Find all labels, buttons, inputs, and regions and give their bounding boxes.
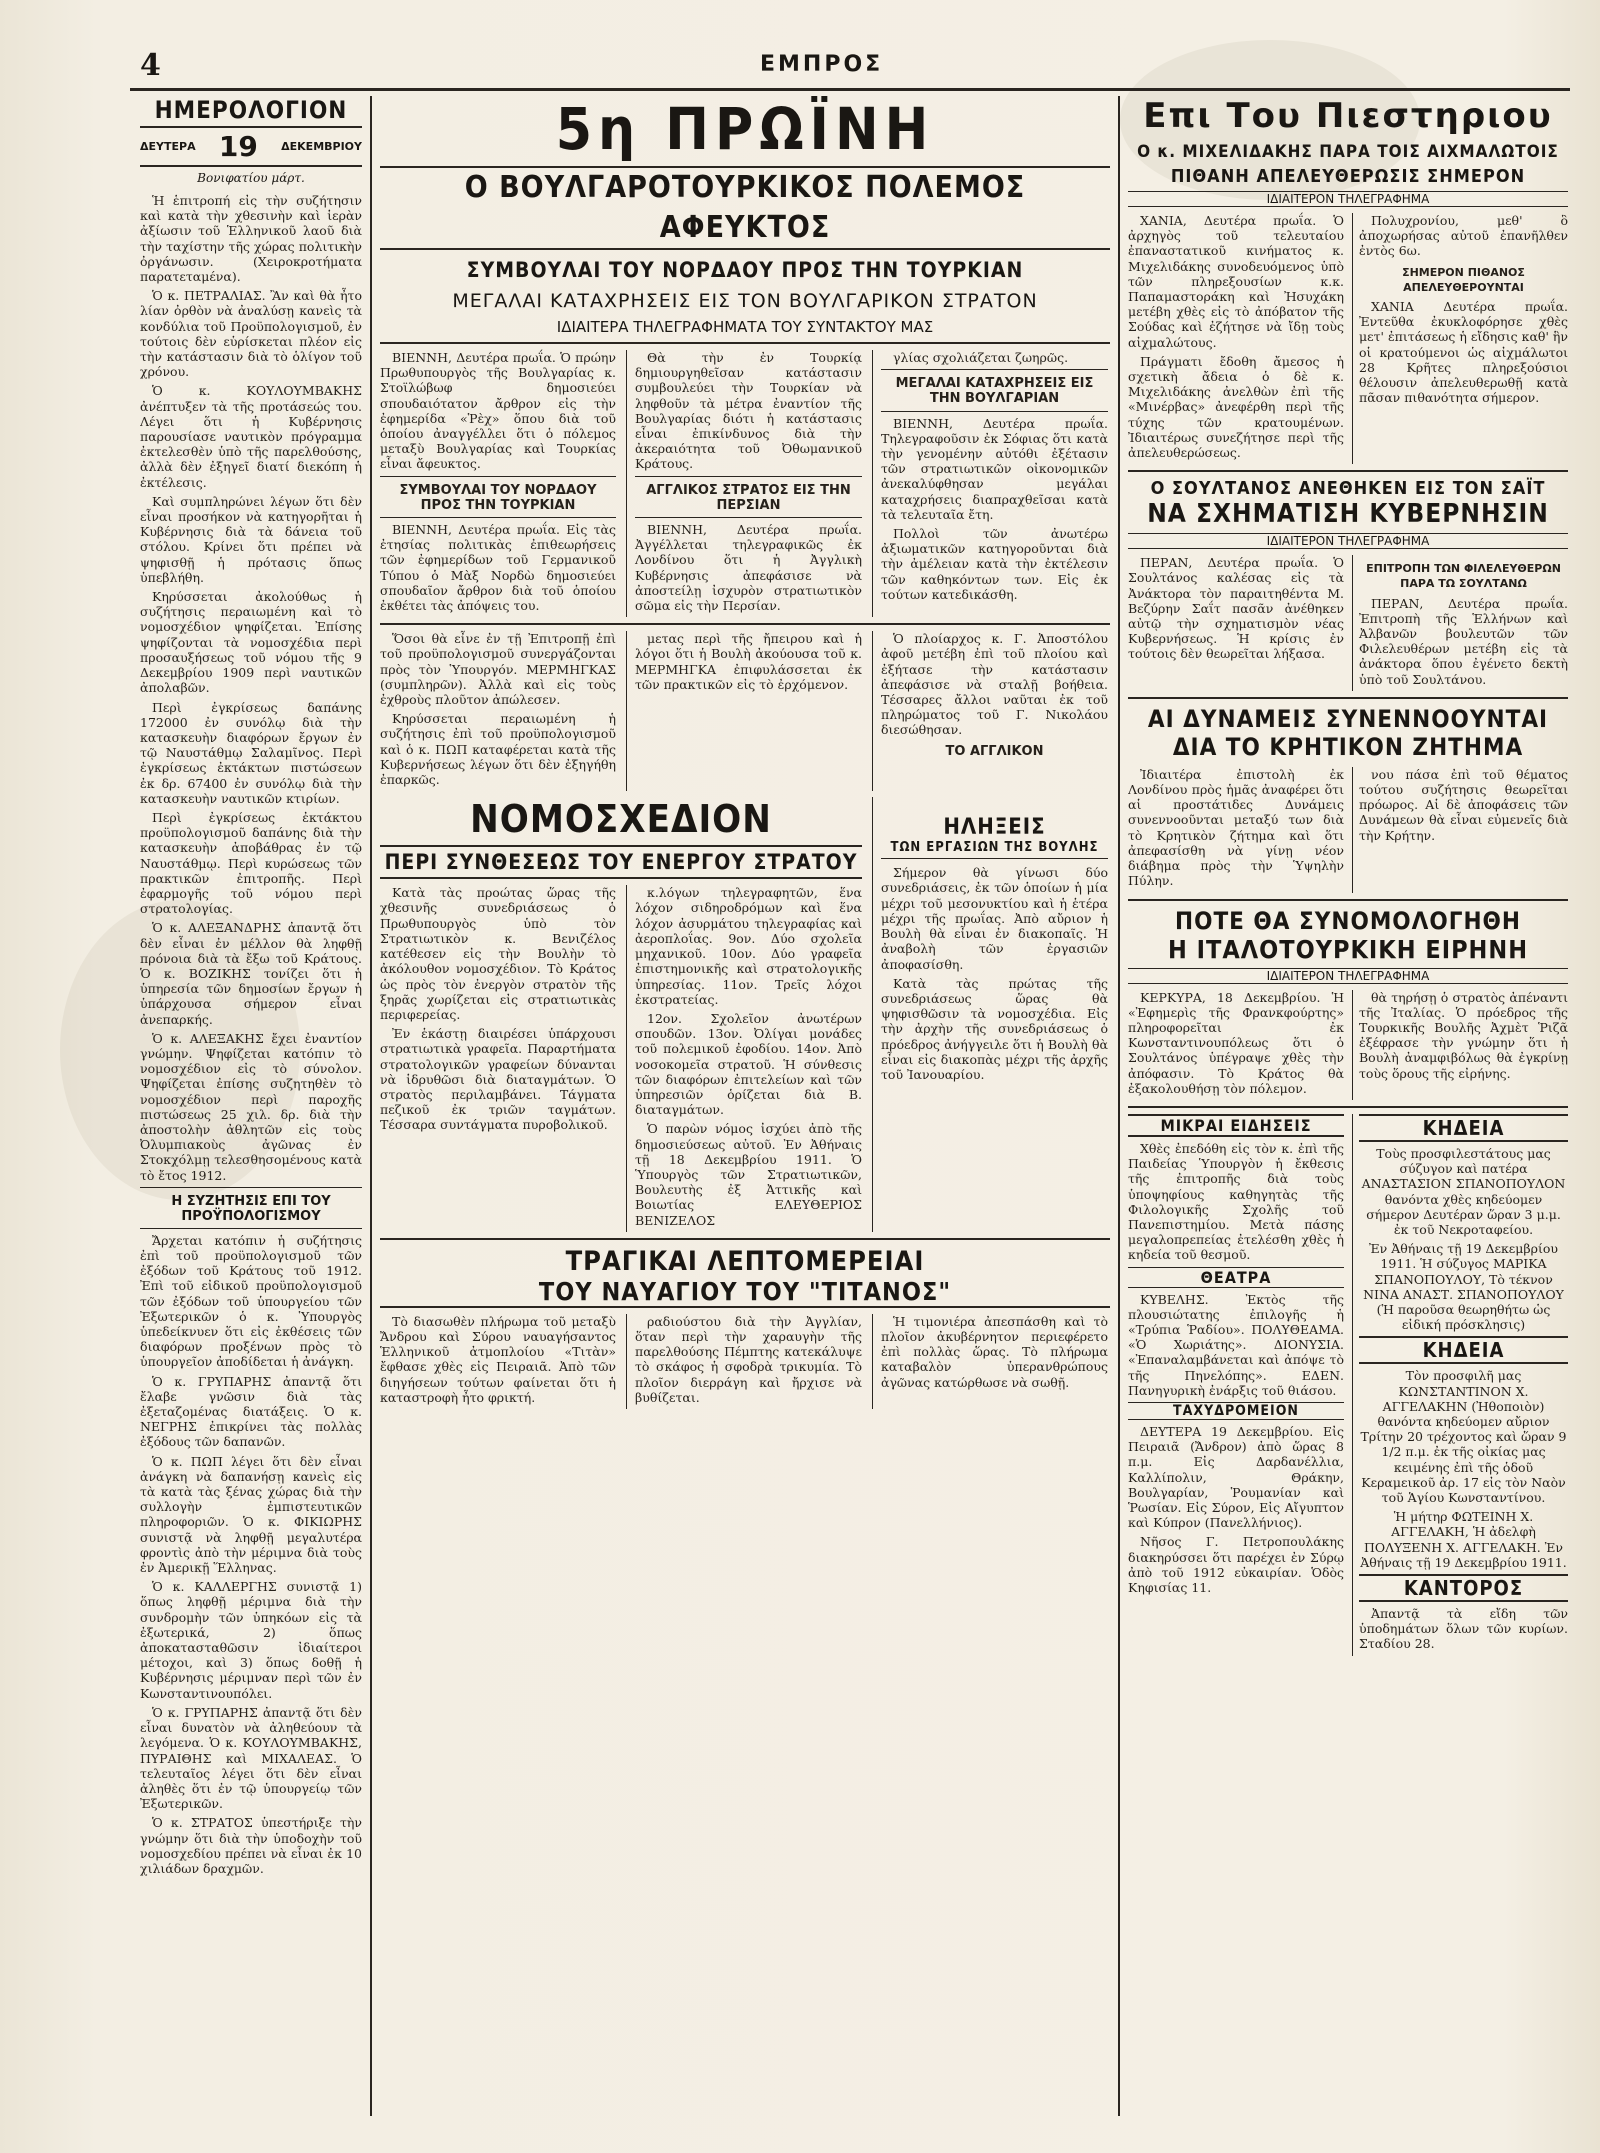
bill-paragraph: Ἐν ἑκάστῃ διαιρέσει ὑπάρχουσι στρατιωτικὰ γραφεῖα. Παραρτήματα στρατολογικῶν γραφείων δύνανται νὰ ἱδρυθῶσι διὰ διαταγμάτων. Ὁ στρατὸς περιλαμβάνει. Τάγματα πεζικοῦ ἐκ τριῶν ταγμάτων. Τέσσαρα συντάγματα πυροβολικοῦ. [380, 1026, 616, 1133]
deck-1: ΣΥΜΒΟΥΛΑΙ ΤΟΥ ΝΟΡΔΑΟΥ ΠΡΟΣ ΤΗΝ ΤΟΥΡΚΙΑΝ [466, 258, 1024, 282]
funeral-headline: ΚΗΔΕΙΑ [1359, 1114, 1568, 1142]
theatres-headline: ΘΕΑΤΡΑ [1128, 1267, 1344, 1288]
left-paragraph: Ἡ ἑπιτροπή εἰς τὴν συζήτησιν καὶ κατὰ τὴν χθεσινὴν καὶ ἱερὰν ἀξίωσιν τοῦ Ἑλληνικοῦ λαοῦ διὰ τὴν ταχίστην τῆς χώρας πολιτικὴν ὀργάνωσιν. (Χειροκροτήματα παρατεταμένα). [140, 193, 362, 285]
cretan-paragraph: νου πάσα ἐπὶ τοῦ θέματος τούτου συζήτησις θεωρεῖται πρόωρος. Αἱ δὲ ἀποφάσεις τῶν Δυνάμεων θὰ εἶναι εὐμενεῖς διὰ τὴν Κρήτην. [1359, 766, 1568, 843]
kantoros-paragraph: Ἀπαντᾷ τὰ εἴδη τῶν ὑποδημάτων ὅλων τῶν κυρίων. Σταδίου 28. [1359, 1606, 1568, 1652]
persia-subhead: ΑΓΓΛΙΚΟΣ ΣΤΡΑΤΟΣ ΕΙΣ ΤΗΝ ΠΕΡΣΙΑΝ [646, 482, 851, 513]
chania-paragraph: ΧΑΝΙΑ, Δευτέρα πρωΐα. Ὁ ἀρχηγὸς τοῦ τελευταίου ἐπαναστατικοῦ κινήματος κ. Μιχελιδάκης συνοδευόμενος ὑπὸ τῶν πληρεξουσίων κ.κ. Παπαμαστοράκη καὶ Ἠσυχάκη μετέβη χθὲς εἰς τὸ ἀπόβατον τῆς Σούδας καὶ ἐζήτησε νὰ ἴδῃ τοὺς αἰχμαλώτους. [1128, 213, 1344, 350]
parliament-headline: ΗΛΗΞΕΙΣ [943, 815, 1046, 841]
press-headline: Επι Του Πιεστηριου [1143, 96, 1553, 136]
bill-paragraph: κ.λόγων τηλεγραφητῶν, ἕνα λόχον σιδηροδρόμων καὶ ἕνα λόχον ἀσυρμάτου τηλεγραφίας καὶ ἀεροπλοΐας. 9ον. Δύο σχολεῖα μηχανικοῦ. 10ον. Δύο γραφεῖα ἐπιστημονικῆς καὶ στρατολογικῆς ὑπηρεσίας. 11ον. Τρεῖς λόχοι ἐκστρατείας. [635, 885, 862, 1007]
main-headline: Ο ΒΟΥΛΓΑΡΟΤΟΥΡΚΙΚΟΣ ΠΟΛΕΜΟΣ ΑΦΕΥΚΤΟΣ [380, 166, 1110, 250]
cretan-paragraph: Ἰδιαιτέρα ἐπιστολὴ ἐκ Λονδίνου πρὸς ἡμᾶς ἀναφέρει ὅτι αἱ προστάτιδες Δυνάμεις συνεννοοῦνται μεταξύ των διὰ τὸ Κρητικὸν ζήτημα καὶ ὅτι ἀπεφασίσθη νὰ γίνῃ νέον διάβημα πρὸς τὴν Ὑψηλὴν Πύλην. [1128, 766, 1344, 889]
powers-headline: ΑΙ ΔΥΝΑΜΕΙΣ ΣΥΝΕΝΝΟΟΥΝΤΑΙ [1147, 704, 1549, 733]
funeral-notice: Τὸν προσφιλῆ μας ΚΩΝΣΤΑΝΤΙΝΟΝ Χ. ΑΓΓΕΛΑΚΗΝ (Ἠθοποιὸν) θανόντα κηδεύομεν αὔριον Τρίτην 20 τρέχοντος καὶ ὥραν 9 1/2 π.μ. ἐκ τῆς οἰκίας μας κειμένης ἐπὶ τῆς ὁδοῦ Κεραμεικοῦ ἀρ. 17 εἰς τὸν Ναὸν τοῦ Ἁγίου Κωνσταντίνου. [1360, 1368, 1567, 1505]
masthead-rule [130, 88, 1570, 91]
corfu-paragraph: ΚΕΡΚΥΡΑ, 18 Δεκεμβρίου. Ἡ «Ἐφημερὶς τῆς Φρανκφούρτης» πληροφορεῖται ἐκ Κωνσταντινουπόλεως ὅτι ὁ Σουλτάνος ὑπέγραψε χθὲς τὴν ἀπόφασιν. Τὸ Κράτος θὰ ἐξακολουθήσῃ τὸν πόλεμον. [1128, 989, 1344, 1096]
left-column [140, 96, 362, 2126]
aglikon-subhead: ΤΟ ΑΓΓΛΙΚΟΝ [945, 743, 1044, 759]
telegram-label: ΙΔΙΑΙΤΕΡΟΝ ΤΗΛΕΓΡΑΦΗΜΑ [1128, 533, 1568, 549]
nordau-subhead: ΣΥΜΒΟΥΛΑΙ ΤΟΥ ΝΟΡΔΑΟΥ ΠΡΟΣ ΤΗΝ ΤΟΥΡΚΙΑΝ [399, 482, 597, 513]
left-paragraph: Κηρύσσεται ἀκολούθως ἡ συζήτησις περαιωμένη καὶ τὸ νομοσχέδιον ψηφίζεται. Ἐπίσης ψηφίζονται τὰ νομοσχέδια περὶ προσαυξήσεως τοῦ νόμου τῆς 9 Δεκεμβρίου 1909 περὶ ναυτικῶν ἀπολαβῶν. [140, 589, 362, 696]
bill-headline: ΝΟΜΟΣΧΕΔΙΟΝ [470, 797, 772, 842]
bulgaria-subhead: ΜΕΓΑΛΑΙ ΚΑΤΑΧΡΗΣΕΙΣ ΕΙΣ ΤΗΝ ΒΟΥΛΓΑΡΙΑΝ [895, 376, 1094, 407]
parliament-paragraph: Κατὰ τὰς πρώτας τῆς συνεδριάσεως ὥρας θὰ ψηφισθῶσιν τὰ νομοσχέδια. Εἰς τὴν ἀρχὴν τῆς συνεδριάσεως ὁ πρόεδρος ἀνήγγειλε ὅτι ἡ Βουλὴ θὰ εἶναι εἰς διακοπὰς μέχρι τῆς ἀρχῆς τοῦ Ἰανουαρίου. [881, 975, 1108, 1082]
page-number: 4 [140, 48, 161, 83]
shipwreck-paragraph: ραδιούστου διὰ τὴν Ἀγγλίαν, ὅταν περὶ τὴν χαραυγὴν τῆς παρελθούσης Πέμπτης κατεκάλυψε τὸ σκάφος ἡ σφοδρὰ τρικυμία. Τὸ πλοῖον διερράγη καὶ ἤρχισε νὰ βυθίζεται. [635, 1313, 862, 1405]
bulgaria-paragraph: Πολλοὶ τῶν ἀνωτέρω ἀξιωματικῶν κατηγοροῦνται διὰ τὴν ἀμέλειαν κατὰ τὴν ἐκτέλεσιν τῶν καθηκόντων των. Εἰς ἐκ τούτων κατεδικάσθη. [881, 526, 1108, 602]
england-paragraph: γλίας σχολιάζεται ζωηρῶς. [893, 350, 1069, 365]
michelidakis-headline: Ο κ. ΜΙΧΕΛΙΔΑΚΗΣ ΠΑΡΑ ΤΟΙΣ ΑΙΧΜΑΛΩΤΟΙΣ [1137, 142, 1559, 162]
shipwreck-paragraph: Τὸ διασωθὲν πλήρωμα τοῦ μεταξὺ Ἄνδρου καὶ Σύρου ναυαγήσαντος Ἑλληνικοῦ ἀτμοπλοίου «Τιτὰν» ἔφθασε χθὲς εἰς Πειραιᾶ. Ἀπὸ τῶν διηγήσεων τούτων φαίνεται ὅτι ἡ καταστροφὴ ἦτο φρικτή. [380, 1313, 616, 1405]
left-paragraph: Ὁ κ. ΑΛΕΞΑΝΔΡΗΣ ἀπαντᾷ ὅτι δὲν εἶναι ἐν μέλλον θὰ ληφθῇ πρόνοια διὰ τὰ ἔξω τοῦ Κράτους. Ὁ κ. ΒΟΖΙΚΗΣ τονίζει ὅτι ἡ ὑπηρεσία τῶν δημοσίων ἔργων ἡ ὑπάρχουσα σήμερον εἶναι ἀνεπαρκής. [140, 920, 362, 1027]
telegram-label: ΙΔΙΑΙΤΕΡΟΝ ΤΗΛΕΓΡΑΦΗΜΑ [1128, 191, 1568, 207]
persia-paragraph: ΒΙΕΝΝΗ, Δευτέρα πρωΐα. Ἀγγέλλεται τηλεγραφικῶς ἐκ Λονδίνου ὅτι ἡ Ἀγγλικὴ Κυβέρνησις ἀπεφάσισε νὰ ἀποστείλῃ ἰσχυρὸν στρατιωτικὸν σῶμα εἰς τὴν Περσίαν. [635, 522, 862, 614]
left-paragraph: Περὶ ἐγκρίσεως ἐκτάκτου προϋπολογισμοῦ δαπάνης διὰ τὴν κατασκευὴν ἀποβάθρας ἐν τῷ Ναυστάθμῳ. Περὶ κυρώσεως τῶν πρακτικῶν ἐπιτροπῆς. Περὶ ἐφαρμογῆς τοῦ νόμου περὶ στρατολογίας. [140, 809, 362, 917]
budget-paragraph: μετας περὶ τῆς ἤπειρου καὶ ἡ λόγοι ὅτι ἡ Βουλὴ ἀκούουσα τοῦ κ. ΜΕΡΜΗΓΚΑ ἐπιφυλάσσεται ἐκ τῶν πρακτικῶν εἰς τὸ ἐρχόμενον. [635, 631, 862, 692]
kantoros-headline: ΚΑΝΤΟΡΟΣ [1359, 1574, 1568, 1602]
release-subhead: ΣΗΜΕΡΟΝ ΠΙΘΑΝΟΣ ΑΠΕΛΕΥΘΕΡΟΥΝΤΑΙ [1402, 265, 1525, 294]
right-column [1128, 96, 1568, 2126]
center-column [380, 96, 1110, 2126]
theatres-paragraph: ΚΥΒΕΛΗΣ. Ἐκτὸς τῆς πλουσιώτατης ἐπιλογῆς ἡ «Τρύπια Ῥαδίου». ΠΟΛΥΘΕΑΜΑ. «Ὁ Χωριάτης». ΔΙΟΝΥΣΙΑ. «Ἐπαναλαμβάνεται καὶ ἀπόψε τὸ τῆς Πηνελόπης». ΕΔΕΝ. Πανηγυρικὴ ἐνάρξις τοῦ θιάσου. [1128, 1291, 1344, 1398]
bulgaria-paragraph: ΒΙΕΝΝΗ, Δευτέρα πρωΐα. Τηλεγραφοῦσιν ἐκ Σόφιας ὅτι κατὰ τὴν γενομένην αὐτόθι ἐξέτασιν τῶν στρατιωτικῶν οἰκονομικῶν ἀνεκαλύφθησαν μεγάλαι καταχρήσεις διαπραχθεῖσαι κατὰ τὰ τελευταῖα ἔτη. [881, 415, 1108, 522]
parliament-paragraph: Σήμερον θὰ γίνωσι δύο συνεδριάσεις, ἐκ τῶν ὁποίων ἡ μία μέχρι τοῦ μεσονυκτίου καὶ ἡ ἑτέρα μέχρι τῆς πρωΐας. Ἀπὸ αὔριον ἡ Βουλὴ θὰ εἶναι ἐν διακοπαῖς. Ἡ ἀναβολὴ τῶν ἐργασιῶν ἀποφασίσθη. [881, 865, 1108, 972]
pera-paragraph: ΠΕΡΑΝ, Δευτέρα πρωΐα. Ἐπιτροπὴ τῆς Ἑλλήνων καὶ Ἀλβανῶν βουλευτῶν τῶν Φιλελευθέρων μετέβη εἰς τὰ ἀνάκτορα ὅπου ἐγένετο δεκτὴ ὑπὸ τοῦ Σουλτάνου. [1359, 595, 1568, 687]
funeral-notice: Ἐν Ἀθήναις τῇ 19 Δεκεμβρίου 1911. Ἡ σύζυγος ΜΑΡΙΚΑ ΣΠΑΝΟΠΟΥΛΟΥ, Τὸ τέκνον ΝΙΝΑ ΑΝΑΣΤ. ΣΠΑΝΟΠΟΥΛΟΥ (Ἡ παροῦσα θεωρηθήτω ὡς εἰδική πρόσκλησις) [1363, 1241, 1564, 1333]
chania-paragraph: Πράγματι ἔδοθη ἄμεσος ἡ σχετικὴ ἄδεια ὁ δὲ κ. Μιχελιδάκης ἀνελθὼν ἐπὶ τῆς «Μινέρβας» ἀνεφέρθη περὶ τῆς τύχης τῶν κρατουμένων. Ἰδιαιτέρως συνεζήτησε περὶ τῆς ἀπελευθερώσεως. [1128, 353, 1344, 461]
shipwreck-paragraph: Ἡ τιμονιέρα ἀπεσπάσθη καὶ τὸ πλοῖον ἀκυβέρνητον περιεφέρετο ἐπὶ πολλὰς ὥρας. Τὸ πλήρωμα καταβαλὸν ὑπερανθρώπους ἀγῶνας κατώρθωσε νὰ σωθῇ. [881, 1313, 1108, 1390]
funeral-notice: Ἡ μήτηρ ΦΩΤΕΙΝΗ Χ. ΑΓΓΕΛΑΚΗ, Ἡ ἀδελφὴ ΠΟΛΥΞΕΝΗ Χ. ΑΓΓΕΛΑΚΗ. Ἐν Ἀθήναις τῇ 19 Δεκεμβρίου 1911. [1360, 1509, 1567, 1570]
parliament-subheadline: ΤΩΝ ΕΡΓΑΣΙΩΝ ΤΗΣ ΒΟΥΛΗΣ [881, 840, 1108, 859]
deck-3: ΙΔΙΑΙΤΕΡΑ ΤΗΛΕΓΡΑΦΗΜΑΤΑ ΤΟΥ ΣΥΝΤΑΚΤΟΥ ΜΑΣ [556, 318, 934, 336]
calendar-title: ΗΜΕΡΟΛΟΓΙΟΝ [154, 96, 348, 124]
left-paragraph: Ὁ κ. ΓΡΥΠΑΡΗΣ ἀπαντᾷ ὅτι ἔλαβε γνῶσιν διὰ τὰς ἐξεταζομένας διατάξεις. Ὁ κ. ΝΕΓΡΗΣ ἐπικρίνει τὰς πολλὰς ἐξόδους τῶν δαπανῶν. [140, 1373, 362, 1450]
chania-paragraph: ΧΑΝΙΑ Δευτέρα πρωΐα. Ἐντεῦθα ἐκυκλοφόρησε χθὲς μετ' ἐπιτάσεως ἡ εἴδησις καθ' ἣν οἱ κρατούμενοι ὡς αἰχμάλωτοι 28 Κρῆτες πληρεξούσιοι θέλουσιν ἀπελευθερωθῇ κατὰ πᾶσαν πιθανότητα σήμερον. [1359, 299, 1568, 406]
paper-name: ΕΜΠΡΟΣ [760, 52, 884, 77]
vienna-paragraph: ΒΙΕΝΝΗ, Δευτέρα πρωΐα. Ὁ πρώην Πρωθυπουργὸς τῆς Βουλγαρίας κ. Στοϊλώβωφ δημοσιεύει σπουδαιότατον ἄρθρον εἰς τὴν ἐφημερίδα «Ῥὲχ» ὅπου διὰ τοῦ ὁποίου ἀναγγέλλει ὅτι ὁ πόλεμος μεταξὺ Βουλγαρίας καὶ Τουρκίας εἶναι ἄφευκτος. [380, 350, 616, 472]
calendar-month: ΔΕΚΕΜΒΡΙΟΥ [281, 140, 362, 153]
cretan-headline: ΔΙΑ ΤΟ ΚΡΗΤΙΚΟΝ ΖΗΤΗΜΑ [1172, 732, 1524, 761]
bill-signature: Ὁ παρὼν νόμος ἰσχύει ἀπὸ τῆς δημοσιεύσεως αὐτοῦ. Ἐν Ἀθήναις τῇ 18 Δεκεμβρίου 1911. Ὁ Ὑπουργὸς τῶν Στρατιωτικῶν, Βουλευτὴς ἐξ Ἀττικῆς καὶ Βοιωτίας ΕΛΕΥΘΕΡΙΟΣ ΒΕΝΙΖΕΛΟΣ [635, 1121, 862, 1228]
post-paragraph: ΔΕΥΤΕΡΑ 19 Δεκεμβρίου. Εἰς Πειραιᾶ (Ἄνδρον) ἀπὸ ὥρας 8 π.μ. Εἰς Δαρδανέλλια, Καλλίπολιν, Θράκην, Βουλγαρίαν, Ῥουμανίαν καὶ Ῥωσίαν. Εἰς Σύρον, Εἰς Αἴγυπτον καὶ Κύπρον (Πανελλήνιος). [1128, 1423, 1344, 1531]
bill-paragraph: 12ον. Σχολεῖον ἀνωτέρων σπουδῶν. 13ον. Ὀλίγαι μονάδες τοῦ πολεμικοῦ ἐφοδίου. 14ον. Ἀπὸ νοσοκομεῖα στρατοῦ. Ἡ σύνθεσις τῶν διαφόρων ἐπιτελείων καὶ τῶν ὑπηρεσιῶν ὁρίζεται διὰ Β. διαταγμάτων. [635, 1010, 862, 1118]
pera-paragraph: ΠΕΡΑΝ, Δευτέρα πρωΐα. Ὁ Σουλτάνος καλέσας εἰς τὰ Ἀνάκτορα τὸν παραιτηθέντα Μ. Βεζύρην Σαΐτ πασᾶν ἀνέθηκεν αὐτῷ τὴν σχηματισμὸν νέας Κυβερνήσεως. Ἡ κρίσις ἐν τούτοις δὲν θεωρεῖται λήξασα. [1128, 555, 1344, 662]
liberals-subhead: ΕΠΙΤΡΟΠΗ ΤΩΝ ΦΙΛΕΛΕΥΘΕΡΩΝ ΠΑΡΑ ΤΩ ΣΟΥΛΤΑΝΩ [1366, 562, 1561, 591]
briefs-headline: ΜΙΚΡΑΙ ΕΙΔΗΣΕΙΣ [1128, 1114, 1344, 1137]
bill-paragraph: Κατὰ τὰς προώτας ὥρας τῆς χθεσινῆς συνεδριάσεως ὁ Πρωθυπουργὸς ὑπὸ τὸν Στρατιωτικὸν κ. Βενιζέλος κατέθεσεν εἰς τὴν Βουλὴν τὸ ἀκόλουθον νομοσχέδιον. Τὸ Κράτος ὡς πρὸς τὸν ἐνεργὸν στρατὸν τῆς ξηρᾶς χωρίζεται εἰς στρατιωτικὰς περιφερείας. [380, 885, 616, 1022]
left-paragraph: Καὶ συμπληρώνει λέγων ὅτι δὲν εἶναι προσήκον νὰ κατηγορῆται ἡ Κυβέρνησις διὰ τὰ δάνεια τοῦ στόλου. Κρίνει ὅτι πρέπει νὰ ψηφισθῇ ἡ πρότασις ὅπως ὑπεβλήθη. [140, 493, 362, 585]
briefs-paragraph: Χθὲς ἐπεδόθη εἰς τὸν κ. ἐπὶ τῆς Παιδείας Ὑπουργὸν ἡ ἔκθεσις τῆς ἐπιτροπῆς διὰ τοὺς ὑποψηφίους καθηγητὰς τῆς Φιλολογικῆς Σχολῆς τοῦ Πανεπιστημίου. Μετὰ πάσης μεγαλοπρεπείας ἐτελέσθη χθὲς ἡ κηδεία τοῦ θεσμοῦ. [1128, 1140, 1344, 1263]
left-paragraph: Περὶ ἐγκρίσεως δαπάνης 172000 ἐν συνόλῳ διὰ τὴν κατασκευὴν διαφόρων ἔργων ἐν τῷ Ναυστάθμῳ Σαλαμῖνος. Περὶ ἐγκρίσεως ἐκτάκτων πιστώσεων ἐκ δρ. 67400 ἐν συνόλῳ διὰ τὴν κατασκευὴν ναυτικῶν κτιρίων. [140, 699, 362, 806]
telegram-label: ΙΔΙΑΙΤΕΡΟΝ ΤΗΛΕΓΡΑΦΗΜΑ [1128, 968, 1568, 984]
calendar-day: ΔΕΥΤΕΡΑ [140, 140, 196, 153]
funeral-headline: ΚΗΔΕΙΑ [1359, 1336, 1568, 1364]
post-headline: ΤΑΧΥΔΡΟΜΕΙΟΝ [1128, 1402, 1344, 1420]
italoturkish-headline: Η ΙΤΑΛΟΤΟΥΡΚΙΚΗ ΕΙΡΗΝΗ [1167, 934, 1529, 964]
nordau-paragraph: ΒΙΕΝΝΗ, Δευτέρα πρωΐα. Εἰς τὰς ἐτησίας πολιτικὰς ἐπιθεωρήσεις τῶν ἐφημερίδων τοῦ Γερμανικοῦ Τύπου ὁ Μὰξ Νορδὼ δημοσιεύει σπουδαῖον ἄρθρον διὰ τοῦ ὁποίου ἐκθέτει τὰς ἀπόψεις του. [380, 522, 616, 614]
budget-paragraph: Ὅσοι θὰ εἶνε ἐν τῇ Ἐπιτροπῇ ἐπὶ τοῦ προϋπολογισμοῦ συνεργάζονται πρὸς τὸν Ὑπουργόν. ΜΕΡΜΗΓΚΑΣ (συμπληρῶν). Ἀλλὰ καὶ εἰς τοὺς ἐχθροὺς πλοῦτον ἀπώλεσεν. [380, 631, 616, 708]
left-paragraph: Ὁ κ. ΚΑΛΛΕΡΓΗΣ συνιστᾷ 1) ὅπως ληφθῇ μέριμνα διὰ τὴν συνδρομὴν τῶν ὑπηκόων εἰς τὰ ἐξωτερικά, 2) ὅπως ἀποκατασταθῶσιν ἰδιαίτεροι μέτοχοι, καὶ 3) ὅπως δοθῇ ἡ Κυβέρνησις μέριμναν περὶ τῶν ἐν Κωνσταντινουπόλει. [140, 1579, 362, 1701]
column-rule [1118, 96, 1120, 2116]
left-paragraph: Ὁ κ. ΑΛΕΞΑΚΗΣ ἔχει ἐναντίον γνώμην. Ψηφίζεται κατόπιν τὸ νομοσχέδιον εἰς τὸ σύνολον. Ψηφίζεται ἐπίσης συζητηθὲν τὸ νομοσχέδιον περὶ παροχῆς πιστώσεως 25 χιλ. δρ. διὰ τὴν ἀποστολὴν ἀθλητῶν εἰς τοὺς Ὀλυμπιακοὺς ἀγῶνας ἐν Στοκχόλμῃ τελεσθησομένους κατὰ τὸ ἔτος 1912. [140, 1030, 362, 1183]
left-paragraph: Ὁ κ. ΣΤΡΑΤΟΣ ὑπεστήριξε τὴν γνώμην ὅτι διὰ τὴν ὑποδοχὴν τοῦ νομοσχεδίου πρέπει νὰ εἶναι ἐκ 10 χιλιάδων δραχμῶν. [140, 1815, 362, 1876]
shipwreck-headline: ΤΡΑΓΙΚΑΙ ΛΕΠΤΟΜΕΡΕΙΑΙ [565, 1245, 925, 1277]
calendar-date: 19 [218, 130, 258, 163]
budget-paragraph: Κηρύσσεται περαιωμένη ἡ συζήτησις ἐπὶ τοῦ προϋπολογισμοῦ καὶ ὁ κ. ΠΩΠ καταφέρεται κατὰ τῆς Κυβερνήσεως λέγων ὅτι δὲν ἐξηγήθη ἐπαρκῶς. [380, 711, 616, 788]
release-headline: ΠΙΘΑΝΗ ΑΠΕΛΕΥΘΕΡΩΣΙΣ ΣΗΜΕΡΟΝ [1170, 166, 1526, 187]
left-paragraph: Ἄρχεται κατόπιν ἡ συζήτησις ἐπὶ τοῦ προϋπολογισμοῦ τῶν ἐξόδων τοῦ Κράτους τοῦ 1912. Ἐπὶ τοῦ εἰδικοῦ προϋπολογισμοῦ τῶν ἐξόδων τοῦ ὑπουργείου τῶν Ἐξωτερικῶν ὁ κ. Ὑπουργὸς ὑπεδείκνυεν ὅτι εἰς ἐκθέσεις τῶν διαφόρων προξένων πρὸς τὸ ὑπουργεῖον ἀποδίδεται ἡ ἀνάγκη. [140, 1232, 362, 1370]
chania-paragraph: Πολυχρονίου, μεθ' ὃ ἀποχωρήσας αὐτοῦ ἐπανῆλθεν ἐντὸς 6ω. [1359, 213, 1568, 259]
turkey-paragraph: Θὰ τὴν ἐν Τουρκίᾳ δημιουργηθεῖσαν κατάστασιν συμβουλεύει τὴν Τουρκίαν νὰ ληφθοῦν τὰ μέτρα ἐναντίον τῆς Βουλγαρίας διότι ἡ κατάστασις εἶναι ἐπικίνδυνος διὰ τὴν ἀκεραιότητα τοῦ Ὀθωμανικοῦ Κράτους. [635, 350, 862, 472]
masthead [0, 44, 1600, 84]
government-headline: ΝΑ ΣΧΗΜΑΤΙΣΗ ΚΥΒΕΡΝΗΣΙΝ [1147, 499, 1549, 530]
calendar-saint: Βονιφατίου μάρτ. [197, 171, 305, 185]
deck-2: ΜΕΓΑΛΑΙ ΚΑΤΑΧΡΗΣΕΙΣ ΕΙΣ ΤΟΝ ΒΟΥΛΓΑΡΙΚΟΝ ΣΤΡΑΤΟΝ [452, 290, 1038, 312]
bill-subheadline: ΠΕΡΙ ΣΥΝΘΕΣΕΩΣ ΤΟΥ ΕΝΕΡΓΟΥ ΣΤΡΑΤΟΥ [380, 845, 862, 879]
funeral-notice: Τοὺς προσφιλεστάτους μας σύζυγον καὶ πατέρα ΑΝΑΣΤΑΣΙΟΝ ΣΠΑΝΟΠΟΥΛΟΝ θανόντα χθὲς κηδεύομεν σήμερον Δευτέραν ὥραν 3 μ.μ. ἐκ τοῦ Νεκροταφείου. [1361, 1145, 1566, 1237]
ship-paragraph: Ὁ πλοίαρχος κ. Γ. Ἀποστόλου ἀφοῦ μετέβη ἐπὶ τοῦ πλοίου καὶ ἐξήτασε τὴν κατάστασιν ἀπεφάσισε νὰ σταλῇ βοήθεια. Τέσσαρες ἄλλοι ναῦται ἐκ τοῦ πληρώματος τοῦ Γ. Νικολάου διεσώθησαν. [881, 631, 1108, 738]
shipwreck-subheadline: ΤΟΥ ΝΑΥΑΓΙΟΥ ΤΟΥ "ΤΙΤΑΝΟΣ" [380, 1277, 1110, 1308]
peace-headline: ΠΟΤΕ ΘΑ ΣΥΝΟΜΟΛΟΓΗΘΗ [1175, 906, 1521, 935]
budget-subhead: Η ΣΥΖΗΤΗΣΙΣ ΕΠΙ ΤΟΥ ΠΡΟΫΠΟΛΟΓΙΣΜΟΥ [171, 1193, 331, 1224]
corfu-paragraph: θὰ τηρήσῃ ὁ στρατὸς ἀπέναντι τῆς Ἰταλίας. Ὁ πρόεδρος τῆς Τουρκικῆς Βουλῆς Ἀχμὲτ Ῥιζᾶ ἐξέφρασε τὴν γνώμην ὅτι ἡ Βουλὴ ἀναμφιβόλως θὰ ἐγκρίνῃ τοὺς ὅρους τῆς εἰρήνης. [1359, 989, 1568, 1081]
left-paragraph: Ὁ κ. ΓΡΥΠΑΡΗΣ ἀπαντᾷ ὅτι δὲν εἶναι δυνατὸν νὰ ἀληθεύουν τὰ λεγόμενα. Ὁ κ. ΚΟΥΛΟΥΜΒΑΚΗΣ, ΠΥΡΑΙΘΗΣ καὶ ΜΙΧΑΛΕΑΣ. Ὁ τελευταῖος λέγει ὅτι δὲν εἶναι ἀληθὲς ὅτι ἐν τῷ ὑπουργείῳ τῶν Ἐξωτερικῶν. [140, 1704, 362, 1812]
column-rule [370, 96, 372, 2116]
edition-label: 5η ΠΡΩΪΝΗ [555, 96, 935, 163]
left-paragraph: Ὁ κ. ΠΕΤΡΑΛΙΑΣ. Ἂν καὶ θὰ ἦτο λίαν ὀρθὸν νὰ ἀναλύσῃ κανεὶς τὰ κονδύλια τοῦ Προϋπολογισμοῦ, ἐν τούτοις δὲν εὑρίσκεται πλέον εἰς τὴν κατάστασιν διὰ τὸ ὁλίγον τοῦ χρόνου. [140, 288, 362, 380]
left-paragraph: Ὁ κ. ΚΟΥΛΟΥΜΒΑΚΗΣ ἀνέπτυξεν τὰ τῆς προτάσεώς του. Λέγει ὅτι ἡ Κυβέρνησις παρουσίασε ναυτικὸν πρόγραμμα ἐκτελεσθὲν ὑπὸ τῆς παρελθούσης, ἀλλὰ δὲν ἐξηγεῖ διατί διεκόπη ἡ ἐκτέλεσις. [140, 383, 362, 490]
post-paragraph: Νῆσος Γ. Πετροπουλάκης διακηρύσσει ὅτι παρέχει ἐν Σύρῳ ἀπὸ τοῦ 1912 εὐκαιρίαν. Ὁδὸς Κηφισίας 11. [1128, 1534, 1344, 1595]
sultan-headline: Ο ΣΟΥΛΤΑΝΟΣ ΑΝΕΘΗΚΕΝ ΕΙΣ ΤΟΝ ΣΑΪΤ [1150, 478, 1546, 500]
left-paragraph: Ὁ κ. ΠΩΠ λέγει ὅτι δὲν εἶναι ἀνάγκη νὰ δαπανήσῃ κανεὶς εἰς τὰ κατὰ τὰς ξένας χώρας διὰ τὴν συλλογὴν ἐμπιστευτικῶν πληροφοριῶν. Ὁ κ. ΦΙΚΙΩΡΗΣ συνιστᾷ νὰ ληφθῇ μεγαλυτέρα φροντὶς ἀπὸ τὴν μέριμνα διὰ τοὺς ἐν Ἀμερικῇ Ἕλληνας. [140, 1453, 362, 1576]
